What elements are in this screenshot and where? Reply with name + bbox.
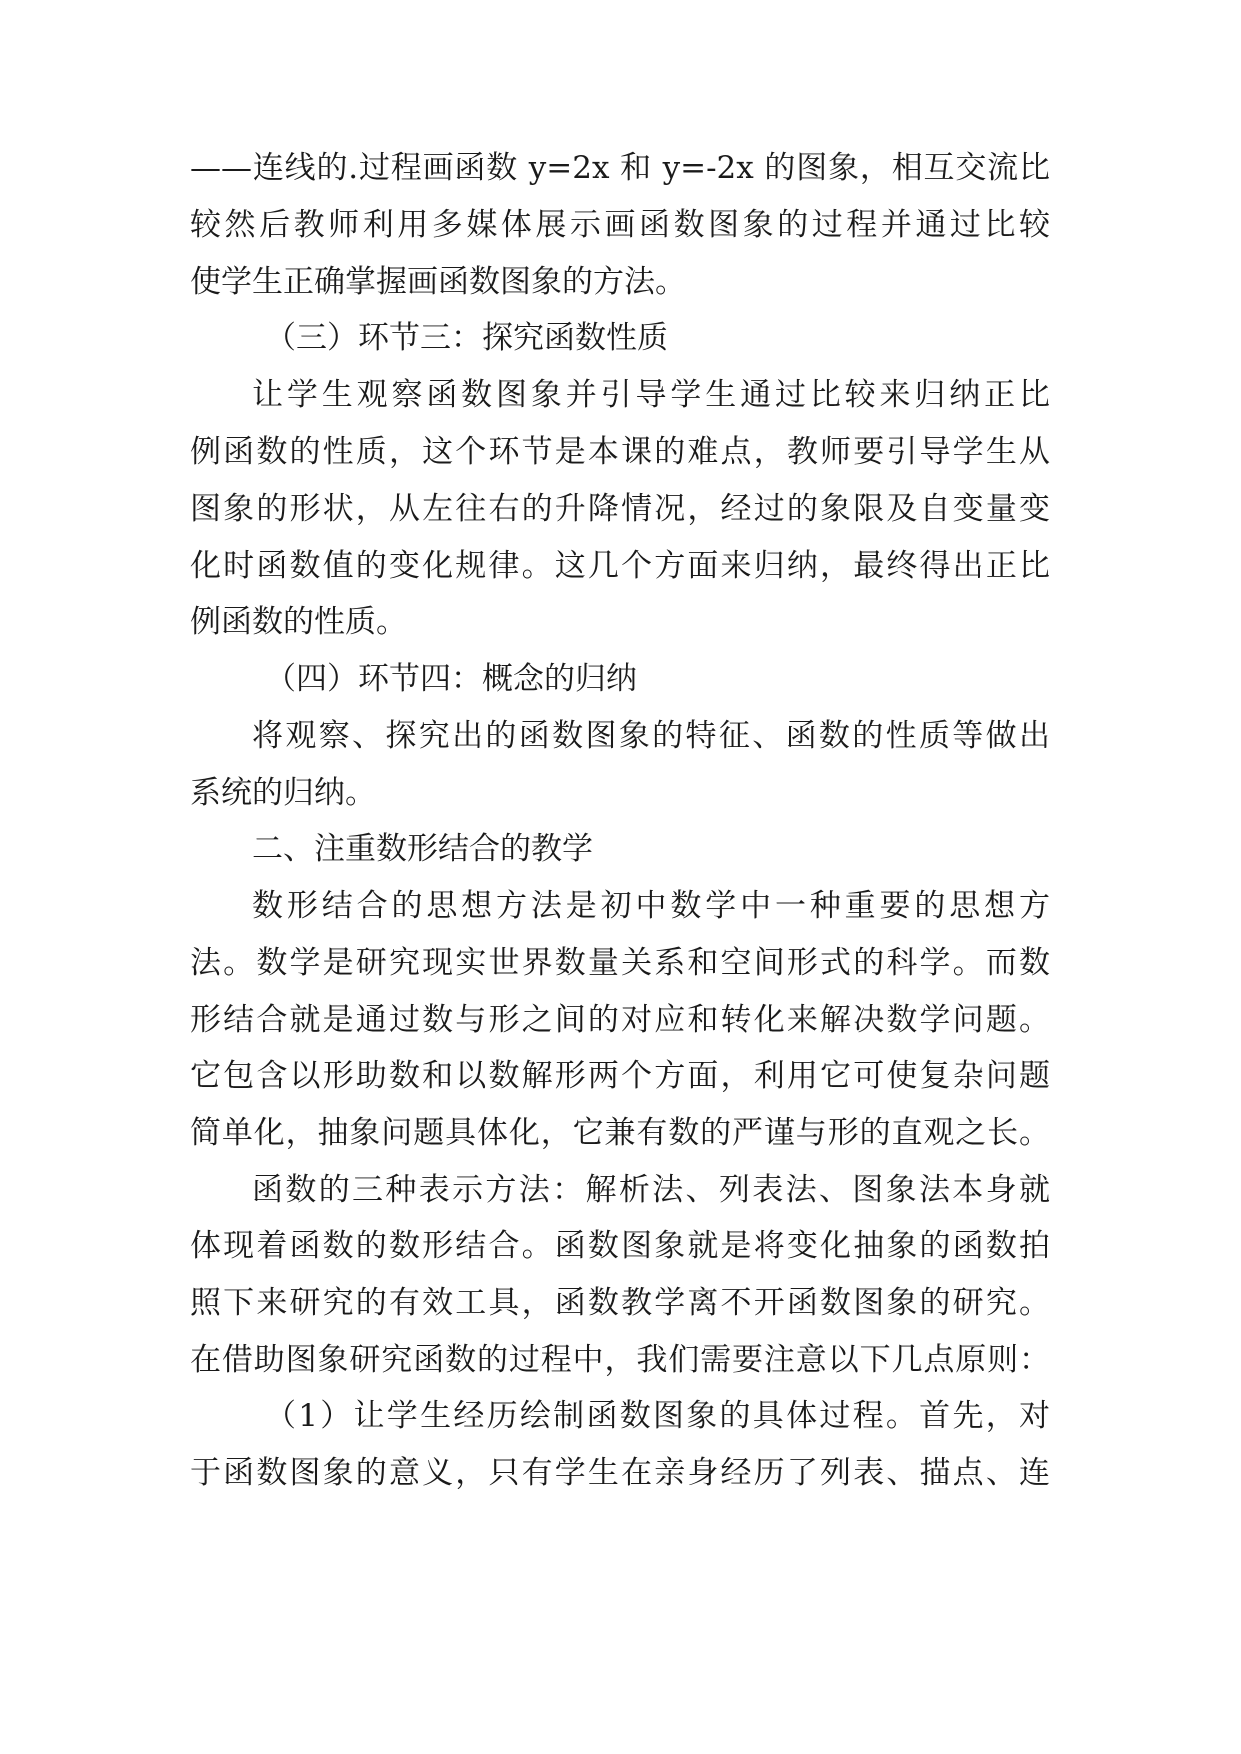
text-line-20: 体现着函数的数形结合。函数图象就是将变化抽象的函数拍 bbox=[190, 1228, 1050, 1264]
text-line-11: 将观察、探究出的函数图象的特征、函数的性质等做出 bbox=[252, 718, 1050, 754]
text-line-17: 它包含以形助数和以数解形两个方面，利用它可使复杂问题 bbox=[190, 1058, 1050, 1094]
text-line-21: 照下来研究的有效工具，函数教学离不开函数图象的研究。 bbox=[190, 1285, 1050, 1321]
text-line-24: 于函数图象的意义，只有学生在亲身经历了列表、描点、连 bbox=[190, 1455, 1050, 1491]
text-line-2: 较然后教师利用多媒体展示画函数图象的过程并通过比较 bbox=[190, 207, 1050, 243]
text-line-7: 图象的形状，从左往右的升降情况，经过的象限及自变量变 bbox=[190, 491, 1050, 527]
text-line-14: 数形结合的思想方法是初中数学中一种重要的思想方 bbox=[252, 888, 1050, 924]
section-heading-4: （四）环节四：概念的归纳 bbox=[265, 661, 637, 697]
text-line-6: 例函数的性质，这个环节是本课的难点，教师要引导学生从 bbox=[190, 434, 1050, 470]
section-heading-2: 二、注重数形结合的教学 bbox=[252, 831, 593, 867]
text-line-5: 让学生观察函数图象并引导学生通过比较来归纳正比 bbox=[252, 377, 1050, 413]
text-line-9: 例函数的性质。 bbox=[190, 604, 407, 640]
text-line-8: 化时函数值的变化规律。这几个方面来归纳，最终得出正比 bbox=[190, 548, 1050, 584]
text-line-19: 函数的三种表示方法：解析法、列表法、图象法本身就 bbox=[252, 1172, 1050, 1208]
text-line-22: 在借助图象研究函数的过程中，我们需要注意以下几点原则： bbox=[190, 1342, 1050, 1378]
text-line-16: 形结合就是通过数与形之间的对应和转化来解决数学问题。 bbox=[190, 1002, 1050, 1038]
text-line-3: 使学生正确掌握画函数图象的方法。 bbox=[190, 264, 686, 300]
text-line-18: 简单化，抽象问题具体化，它兼有数的严谨与形的直观之长。 bbox=[190, 1115, 1050, 1151]
text-line-12: 系统的归纳。 bbox=[190, 775, 376, 811]
section-heading-3: （三）环节三：探究函数性质 bbox=[265, 320, 668, 356]
text-line-1: ——连线的.过程画函数 y=2x 和 y=-2x 的图象，相互交流比 bbox=[190, 150, 1050, 186]
text-line-15: 法。数学是研究现实世界数量关系和空间形式的科学。而数 bbox=[190, 945, 1050, 981]
text-line-23: （1）让学生经历绘制函数图象的具体过程。首先，对 bbox=[265, 1398, 1050, 1434]
